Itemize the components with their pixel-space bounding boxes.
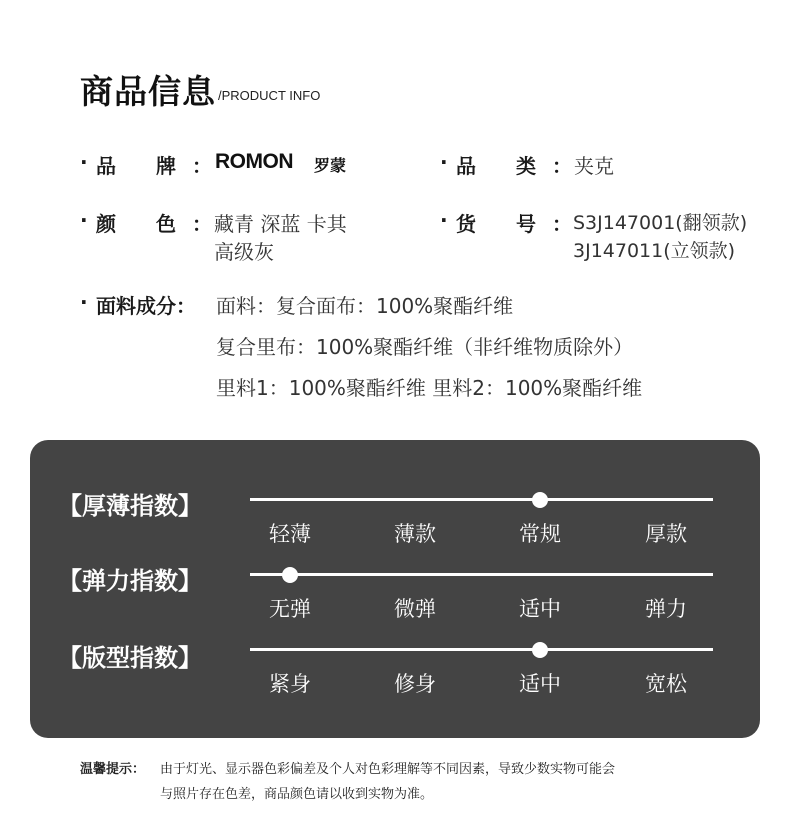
spec-item-no-line2: 3J147011(立领款) <box>573 240 736 262</box>
colon: ： <box>192 212 212 236</box>
spec-color-line1: 藏青 深蓝 卡其 <box>214 212 347 236</box>
page-title: 商品信息 <box>80 72 216 111</box>
index-track <box>250 648 713 651</box>
spec-brand-label: 品 牌 <box>96 154 176 178</box>
index-option: 常规 <box>519 522 561 546</box>
index-knob <box>532 642 548 658</box>
index-option: 厚款 <box>645 522 687 546</box>
brand-logo-en: ROMON <box>215 150 293 173</box>
bullet: · <box>440 150 448 174</box>
index-option: 微弹 <box>394 597 436 621</box>
footer-line1: 由于灯光、显示器色彩偏差及个人对色彩理解等不同因素，导致少数实物可能会 <box>160 762 616 777</box>
index-option: 轻薄 <box>269 522 311 546</box>
index-label: 【版型指数】 <box>58 644 202 672</box>
colon: ： <box>552 212 572 236</box>
footer-prefix: 温馨提示： <box>80 762 146 777</box>
colon: ： <box>552 154 572 178</box>
spec-category-label: 品 类 <box>456 154 536 178</box>
index-option: 宽松 <box>645 672 687 696</box>
brand-logo-cn: 罗蒙 <box>314 156 347 175</box>
footer-line2: 与照片存在色差，商品颜色请以收到实物为准。 <box>160 787 434 802</box>
spec-fabric-line2: 复合里布：100%聚酯纤维（非纤维物质除外） <box>216 335 634 359</box>
spec-item-no-label: 货 号 <box>456 212 536 236</box>
colon: ： <box>176 294 196 318</box>
index-label: 【弹力指数】 <box>58 567 202 595</box>
spec-color-label: 颜 色 <box>96 212 176 236</box>
index-knob <box>532 492 548 508</box>
index-knob <box>282 567 298 583</box>
spec-category-value: 夹克 <box>574 154 614 178</box>
index-option: 适中 <box>519 672 561 696</box>
index-option: 紧身 <box>269 672 311 696</box>
index-option: 无弹 <box>269 597 311 621</box>
spec-color-line2: 高级灰 <box>214 240 274 264</box>
bullet: · <box>80 150 88 174</box>
spec-fabric-label: 面料成分 <box>96 294 176 318</box>
index-option: 薄款 <box>394 522 436 546</box>
index-option: 适中 <box>519 597 561 621</box>
spec-fabric-line3: 里料1：100%聚酯纤维 里料2：100%聚酯纤维 <box>216 376 643 400</box>
bullet: · <box>440 208 448 232</box>
index-label: 【厚薄指数】 <box>58 492 202 520</box>
bullet: · <box>80 208 88 232</box>
index-option: 弹力 <box>645 597 687 621</box>
spec-fabric-line1: 面料：复合面布：100%聚酯纤维 <box>216 294 514 318</box>
index-track <box>250 573 713 576</box>
spec-item-no-line1: S3J147001(翻领款) <box>573 212 748 234</box>
index-track <box>250 498 713 501</box>
bullet: · <box>80 290 88 314</box>
page-subtitle: /PRODUCT INFO <box>218 88 321 103</box>
colon: ： <box>192 154 212 178</box>
index-option: 修身 <box>394 672 436 696</box>
